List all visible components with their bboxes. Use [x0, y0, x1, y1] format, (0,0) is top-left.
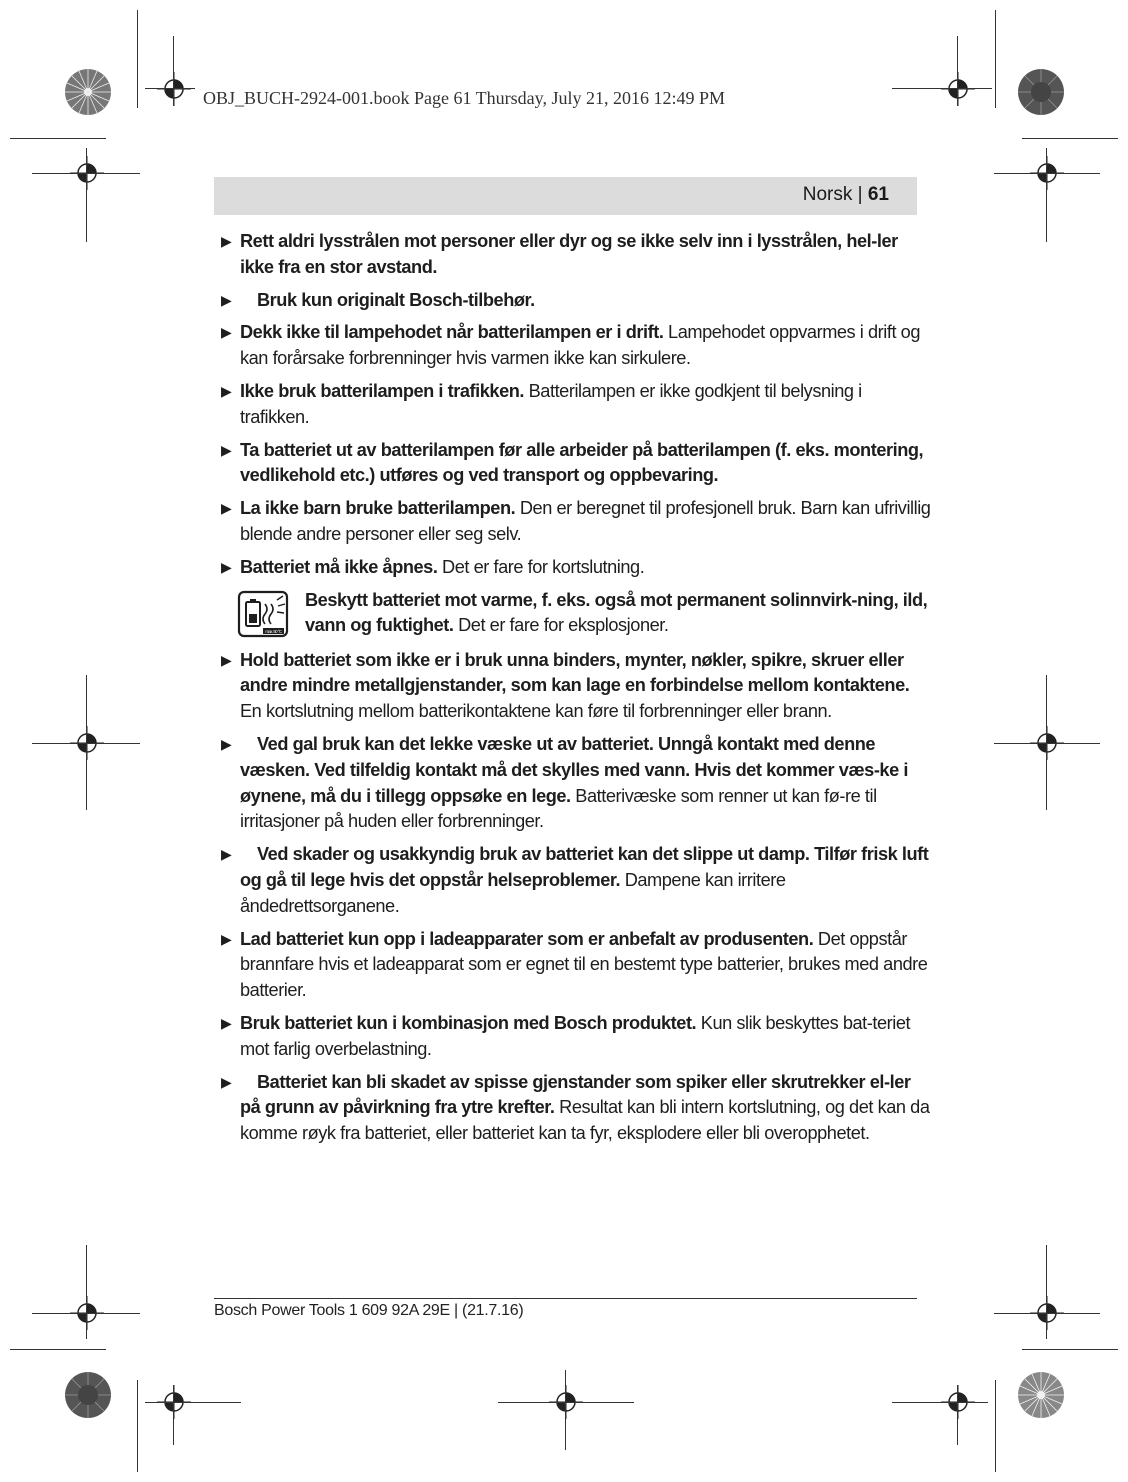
item-bold-text: Bruk kun originalt Bosch-tilbehør. — [257, 289, 535, 310]
color-target-icon — [1016, 67, 1066, 117]
triangle-bullet-icon: ▶ — [221, 1014, 232, 1031]
header-separator: | — [852, 184, 868, 205]
crop-line — [10, 1349, 106, 1350]
crop-line — [892, 1402, 988, 1403]
list-item — [220, 320, 932, 372]
color-target-icon — [63, 67, 113, 117]
heat-warning — [220, 588, 932, 640]
triangle-bullet-icon: ▶ — [221, 930, 232, 947]
footer-rule — [214, 1298, 917, 1299]
triangle-bullet-icon: ▶ — [221, 291, 232, 308]
crop-line — [137, 10, 138, 108]
list-item — [220, 229, 932, 281]
item-bold-text: Ved skader og usakkyndig bruk av batteriet kan det slippe ut damp. Tilfør frisk luft og gå til lege hvis det oppstår helseproblemer. — [240, 844, 929, 890]
print-header: OBJ_BUCH-2924-001.book Page 61 Thursday, July 21, 2016 12:49 PM — [203, 88, 726, 108]
page-header-label — [803, 184, 889, 206]
crop-line — [86, 148, 87, 242]
page-number: 61 — [867, 184, 889, 205]
list-item — [220, 496, 932, 548]
crop-line — [995, 1380, 996, 1472]
crop-line — [994, 743, 1100, 744]
item-text: Det er fare for kortslutning. — [437, 556, 645, 577]
crop-line — [1022, 138, 1118, 139]
triangle-bullet-icon: ▶ — [221, 441, 232, 458]
item-bold-text: Hold batteriet som ikke er i bruk unna binders, mynter, nøkler, spikre, skruer eller andre mindre metallgjenstander, som kan lage en forbindelse mellom kontaktene. — [240, 649, 910, 696]
item-bold-text: Batteriet kan bli skadet av spisse gjenstander som spiker eller skrutrekker el-ler på grunn av påvirkning fra ytre krefter. — [240, 1071, 911, 1118]
item-text: Den er beregnet til profesjonell bruk. Barn kan ufrivillig blende andre personer eller seg selv. — [240, 498, 931, 544]
triangle-bullet-icon: ▶ — [221, 558, 232, 575]
list-item — [220, 379, 932, 431]
item-bold-text: La ikke barn bruke batterilampen. — [240, 498, 516, 519]
item-bold-text: Rett aldri lysstrålen mot personer eller dyr og se ikke selv inn i lysstrålen, hel-ler ikke fra en stor avstand. — [240, 231, 898, 277]
triangle-bullet-icon: ▶ — [221, 651, 232, 668]
triangle-bullet-icon: ▶ — [221, 324, 232, 341]
crop-line — [892, 88, 992, 89]
item-text: Batterilampen er ikke godkjent til belysning i trafikken. — [240, 380, 862, 427]
crop-line — [32, 1313, 140, 1314]
color-target-icon — [1016, 1370, 1066, 1420]
crop-line — [1022, 1349, 1118, 1350]
triangle-bullet-icon: ▶ — [221, 382, 232, 399]
footer-text: Bosch Power Tools 1 609 92A 29E | (21.7.16) — [214, 1302, 524, 1319]
crop-line — [137, 1380, 138, 1472]
crop-line — [173, 36, 174, 106]
crop-line — [994, 173, 1100, 174]
crop-line — [957, 1385, 958, 1445]
color-target-icon — [63, 1370, 113, 1420]
item-text: Batterivæske som renner ut kan fø-re til irritasjoner på huden eller forbrenninger. — [240, 785, 877, 832]
registration-mark — [157, 72, 191, 106]
list-item — [220, 1011, 932, 1063]
list-item — [220, 927, 932, 1004]
item-text: En kortslutning mellom batterikontaktene kan føre til forbrenninger eller brann. — [240, 701, 832, 722]
list-item — [220, 438, 932, 490]
item-text: Kun slik beskyttes bat-teriet mot farlig overbelastning. — [240, 1012, 911, 1059]
item-bold-text: Ta batteriet ut av batterilampen før alle arbeider på batterilampen (f. eks. montering, vedlikehold etc.) utføres og ved transport og oppbevaring. — [240, 439, 924, 486]
safety-instructions — [220, 229, 932, 1154]
item-bold-text: Batteriet må ikke åpnes. — [240, 556, 438, 577]
warning-bold-text: Beskytt batteriet mot varme, f. eks. også mot permanent solinnvirk-ning, ild, vann og fuktighet. — [305, 589, 928, 636]
crop-line — [565, 1370, 566, 1450]
registration-mark — [941, 72, 975, 106]
crop-line — [1046, 1245, 1047, 1339]
crop-line — [498, 1402, 634, 1403]
triangle-bullet-icon: ▶ — [221, 1073, 232, 1090]
triangle-bullet-icon: ▶ — [221, 735, 232, 752]
list-item — [220, 555, 932, 581]
triangle-bullet-icon: ▶ — [221, 500, 232, 517]
page-header-band — [214, 177, 917, 215]
crop-line — [1046, 148, 1047, 242]
crop-line — [995, 10, 996, 108]
item-bold-text: Bruk batteriet kun i kombinasjon med Bosch produktet. — [240, 1012, 697, 1033]
triangle-bullet-icon: ▶ — [221, 233, 232, 249]
list-item — [220, 732, 932, 835]
list-item — [220, 648, 932, 725]
crop-line — [957, 36, 958, 106]
item-bold-text: Ved gal bruk kan det lekke væske ut av batteriet. Unngå kontakt med denne væsken. Ved tilfeldig kontakt må det skylles med vann. Hvis det kommer væs-ke i øynene, må du i tillegg oppsøke en lege. — [240, 733, 908, 806]
crop-line — [173, 1385, 174, 1445]
list-item — [220, 288, 932, 314]
header-language: Norsk — [802, 184, 853, 205]
item-bold-text: Lad batteriet kun opp i ladeapparater som er anbefalt av produsenten. — [240, 928, 814, 949]
battery-heat-warning-icon — [237, 590, 289, 638]
triangle-bullet-icon: ▶ — [221, 846, 232, 863]
list-item — [220, 1070, 932, 1147]
item-text: Det oppstår brannfare hvis et ladeapparat som er egnet til en bestemt type batterier, brukes med andre batterier. — [240, 928, 928, 1001]
item-text: Lampehodet oppvarmes i drift og kan forårsake forbrenninger hvis varmen ikke kan sirkulere. — [240, 322, 921, 369]
list-item — [220, 842, 932, 919]
icon-temperature-label: max. 50 °C — [265, 628, 282, 634]
warning-text: Det er fare for eksplosjoner. — [453, 615, 669, 636]
crop-line — [10, 138, 106, 139]
item-bold-text: Dekk ikke til lampehodet når batterilampen er i drift. — [240, 322, 664, 343]
item-text: Dampene kan irritere åndedrettsorganene. — [240, 869, 786, 916]
crop-line — [994, 1313, 1100, 1314]
crop-line — [86, 1245, 87, 1339]
crop-line — [145, 88, 195, 89]
item-text: Resultat kan bli intern kortslutning, og det kan da komme røyk fra batteriet, eller batteriet kan ta fyr, eksplodere eller bli overopphetet. — [240, 1097, 930, 1144]
crop-line — [32, 173, 140, 174]
crop-line — [145, 1402, 241, 1403]
crop-line — [32, 743, 140, 744]
item-bold-text: Ikke bruk batterilampen i trafikken. — [240, 380, 525, 401]
